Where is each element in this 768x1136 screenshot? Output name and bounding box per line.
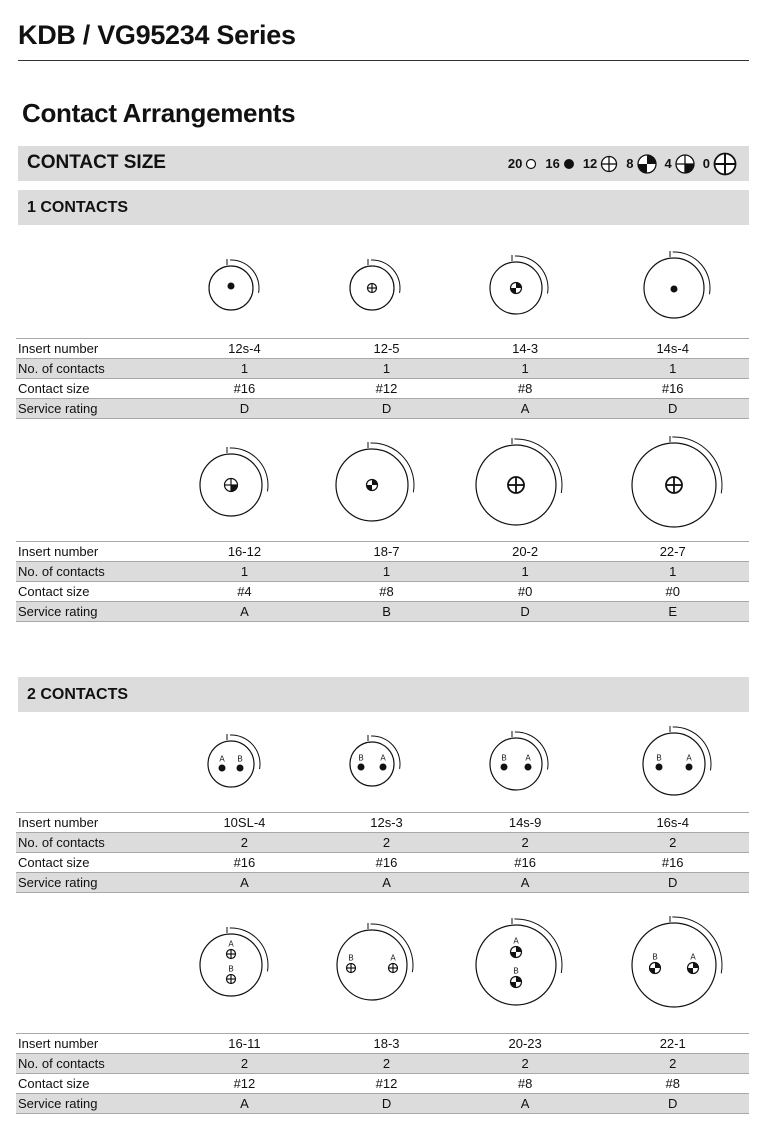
- contact-pin-icon: [225, 479, 238, 492]
- table-cell: #8: [319, 582, 454, 602]
- contact-letter-label: A: [219, 754, 225, 764]
- table-cell: 1: [454, 359, 597, 379]
- table-cell: D: [319, 1094, 454, 1114]
- contact-pin-icon: [686, 764, 693, 771]
- row-label: Service rating: [16, 873, 170, 893]
- connector-face-diagram: [644, 251, 710, 318]
- connector-face-diagram: [200, 927, 268, 996]
- contact-pin-icon: [650, 963, 661, 974]
- table-cell: 18-7: [319, 542, 454, 562]
- insert-number-row: [16, 542, 749, 562]
- legend-item: [508, 156, 537, 171]
- row-label: Insert number: [16, 542, 170, 562]
- contact-pin-icon: [508, 477, 524, 493]
- open-circle-icon: [525, 158, 537, 170]
- table-cell: A: [170, 602, 320, 622]
- contact-pin-icon: [237, 765, 244, 772]
- table-cell: #0: [454, 582, 597, 602]
- table-cell: #0: [596, 582, 749, 602]
- contact-pin-icon: [227, 975, 236, 984]
- connector-diagram-row: [0, 228, 768, 348]
- row-label: Contact size: [16, 1074, 170, 1094]
- contact-count-row: [16, 562, 749, 582]
- contact-count-row: [16, 359, 749, 379]
- table-cell: #8: [454, 1074, 597, 1094]
- table-cell: 16-11: [170, 1034, 320, 1054]
- table-cell: A: [170, 873, 320, 893]
- contact-pin-icon: [358, 764, 365, 771]
- contact-letter-label: B: [237, 754, 243, 764]
- title-divider: [18, 60, 749, 61]
- table-cell: #12: [319, 1074, 454, 1094]
- table-cell: 12s-4: [170, 339, 320, 359]
- table-cell: 20-2: [454, 542, 597, 562]
- table-cell: A: [454, 873, 597, 893]
- contact-pin-icon: [511, 947, 522, 958]
- table-cell: #16: [596, 379, 749, 399]
- legend-item: [626, 154, 656, 174]
- contact-pin-icon: [666, 477, 682, 493]
- table-cell: 1: [319, 359, 454, 379]
- connector-face-diagram: [643, 726, 711, 795]
- insert-number-row: [16, 339, 749, 359]
- table-cell: #12: [170, 1074, 320, 1094]
- contact-letter-label: A: [228, 939, 234, 949]
- table-cell: 2: [454, 1054, 597, 1074]
- table-cell: D: [596, 399, 749, 419]
- contact-letter-label: B: [656, 753, 662, 763]
- table-cell: 2: [596, 1054, 749, 1074]
- contact-size-bar: [18, 146, 749, 181]
- contact-letter-label: A: [686, 753, 692, 763]
- table-cell: A: [170, 1094, 320, 1114]
- table-cell: #16: [454, 853, 597, 873]
- row-label: No. of contacts: [16, 359, 170, 379]
- table-cell: 14s-9: [454, 813, 597, 833]
- table-cell: A: [454, 1094, 597, 1114]
- legend-size: 0: [702, 156, 710, 171]
- service-rating-row: [16, 399, 749, 419]
- contact-pin-icon: [368, 284, 377, 293]
- quartered-circle-icon: [637, 154, 657, 174]
- contact-pin-icon: [347, 964, 356, 973]
- table-cell: 22-7: [596, 542, 749, 562]
- contact-letter-label: A: [690, 952, 696, 962]
- contact-pin-icon: [228, 283, 235, 290]
- section-bar: [18, 190, 749, 225]
- section-title: 1 CONTACTS: [27, 199, 129, 216]
- insert-spec-table: [16, 338, 749, 419]
- row-label: Service rating: [16, 399, 170, 419]
- contact-letter-label: B: [513, 966, 519, 976]
- legend-size: 8: [626, 156, 634, 171]
- table-cell: #16: [170, 853, 320, 873]
- insert-number-row: [16, 813, 749, 833]
- table-cell: 2: [454, 833, 597, 853]
- insert-spec-table: [16, 1033, 749, 1114]
- legend-size: 4: [664, 156, 672, 171]
- contact-count-row: [16, 833, 749, 853]
- filled-circle-icon: [563, 158, 575, 170]
- row-label: Insert number: [16, 339, 170, 359]
- table-cell: 10SL-4: [170, 813, 320, 833]
- legend-size: 20: [507, 156, 523, 171]
- table-cell: D: [170, 399, 320, 419]
- table-cell: D: [596, 1094, 749, 1114]
- contact-pin-icon: [525, 764, 532, 771]
- row-label: Insert number: [16, 1034, 170, 1054]
- table-cell: 22-1: [596, 1034, 749, 1054]
- contact-pin-icon: [389, 964, 398, 973]
- table-cell: #12: [319, 379, 454, 399]
- quartered-crosshair-circle-icon: [675, 154, 695, 174]
- section-title: 2 CONTACTS: [27, 686, 129, 703]
- contact-size-legend: [500, 151, 737, 176]
- contact-pin-icon: [671, 286, 678, 293]
- contact-pin-icon: [367, 480, 378, 491]
- legend-item: [703, 152, 737, 176]
- contact-pin-icon: [380, 764, 387, 771]
- contact-letter-label: B: [358, 753, 364, 763]
- page-title: Contact Arrangements: [22, 98, 296, 128]
- table-cell: D: [454, 602, 597, 622]
- contact-letter-label: B: [348, 953, 354, 963]
- large-crosshair-circle-icon: [713, 152, 737, 176]
- series-title: KDB / VG95234 Series: [18, 20, 296, 50]
- table-cell: 1: [454, 562, 597, 582]
- connector-diagram-row: [0, 704, 768, 824]
- table-cell: 1: [170, 562, 320, 582]
- connector-face-diagram: [490, 731, 548, 790]
- table-cell: 18-3: [319, 1034, 454, 1054]
- contact-letter-label: A: [390, 953, 396, 963]
- table-cell: 2: [170, 833, 320, 853]
- contact-letter-label: A: [380, 753, 386, 763]
- contact-size-row: [16, 582, 749, 602]
- table-cell: 2: [596, 833, 749, 853]
- contact-pin-icon: [688, 963, 699, 974]
- insert-number-row: [16, 1034, 749, 1054]
- table-cell: 1: [596, 562, 749, 582]
- connector-diagram-row: [0, 905, 768, 1025]
- connector-face-diagram: [208, 734, 260, 787]
- row-label: Contact size: [16, 853, 170, 873]
- contact-pin-icon: [656, 764, 663, 771]
- contact-pin-icon: [511, 977, 522, 988]
- table-cell: 14s-4: [596, 339, 749, 359]
- table-cell: B: [319, 602, 454, 622]
- insert-spec-table: [16, 812, 749, 893]
- legend-item: [545, 156, 574, 171]
- row-label: No. of contacts: [16, 1054, 170, 1074]
- contact-size-heading: CONTACT SIZE: [27, 152, 166, 173]
- contact-pin-icon: [227, 950, 236, 959]
- table-cell: #16: [170, 379, 320, 399]
- contact-letter-label: B: [228, 964, 234, 974]
- row-label: Service rating: [16, 1094, 170, 1114]
- contact-letter-label: A: [513, 936, 519, 946]
- contact-size-row: [16, 853, 749, 873]
- legend-size: 16: [545, 156, 560, 171]
- legend-size: 12: [582, 156, 598, 171]
- contact-letter-label: B: [652, 952, 658, 962]
- table-cell: 12s-3: [319, 813, 454, 833]
- table-cell: 2: [319, 833, 454, 853]
- table-cell: 2: [170, 1054, 320, 1074]
- service-rating-row: [16, 602, 749, 622]
- row-label: No. of contacts: [16, 562, 170, 582]
- table-cell: D: [596, 873, 749, 893]
- table-cell: 14-3: [454, 339, 597, 359]
- contact-pin-icon: [501, 764, 508, 771]
- service-rating-row: [16, 1094, 749, 1114]
- table-cell: A: [319, 873, 454, 893]
- table-cell: #8: [596, 1074, 749, 1094]
- insert-spec-table: [16, 541, 749, 622]
- connector-diagram-row: [0, 425, 768, 545]
- row-label: Insert number: [16, 813, 170, 833]
- contact-letter-label: B: [501, 753, 507, 763]
- table-cell: A: [454, 399, 597, 419]
- table-cell: 2: [319, 1054, 454, 1074]
- table-cell: 20-23: [454, 1034, 597, 1054]
- row-label: Contact size: [16, 379, 170, 399]
- table-cell: 16s-4: [596, 813, 749, 833]
- contact-letter-label: A: [525, 753, 531, 763]
- legend-item: [583, 155, 618, 173]
- table-cell: E: [596, 602, 749, 622]
- connector-face-diagram: [632, 916, 722, 1007]
- row-label: Service rating: [16, 602, 170, 622]
- table-cell: #16: [596, 853, 749, 873]
- table-cell: 1: [319, 562, 454, 582]
- table-cell: 1: [170, 359, 320, 379]
- service-rating-row: [16, 873, 749, 893]
- row-label: No. of contacts: [16, 833, 170, 853]
- table-cell: #4: [170, 582, 320, 602]
- table-cell: 1: [596, 359, 749, 379]
- contact-size-row: [16, 1074, 749, 1094]
- contact-pin-icon: [511, 283, 522, 294]
- table-cell: 16-12: [170, 542, 320, 562]
- contact-size-row: [16, 379, 749, 399]
- table-cell: 12-5: [319, 339, 454, 359]
- row-label: Contact size: [16, 582, 170, 602]
- table-cell: #8: [454, 379, 597, 399]
- contact-count-row: [16, 1054, 749, 1074]
- contact-pin-icon: [219, 765, 226, 772]
- crosshair-circle-icon: [600, 155, 618, 173]
- connector-face-diagram: [476, 918, 562, 1005]
- legend-item: [665, 154, 695, 174]
- table-cell: D: [319, 399, 454, 419]
- table-cell: #16: [319, 853, 454, 873]
